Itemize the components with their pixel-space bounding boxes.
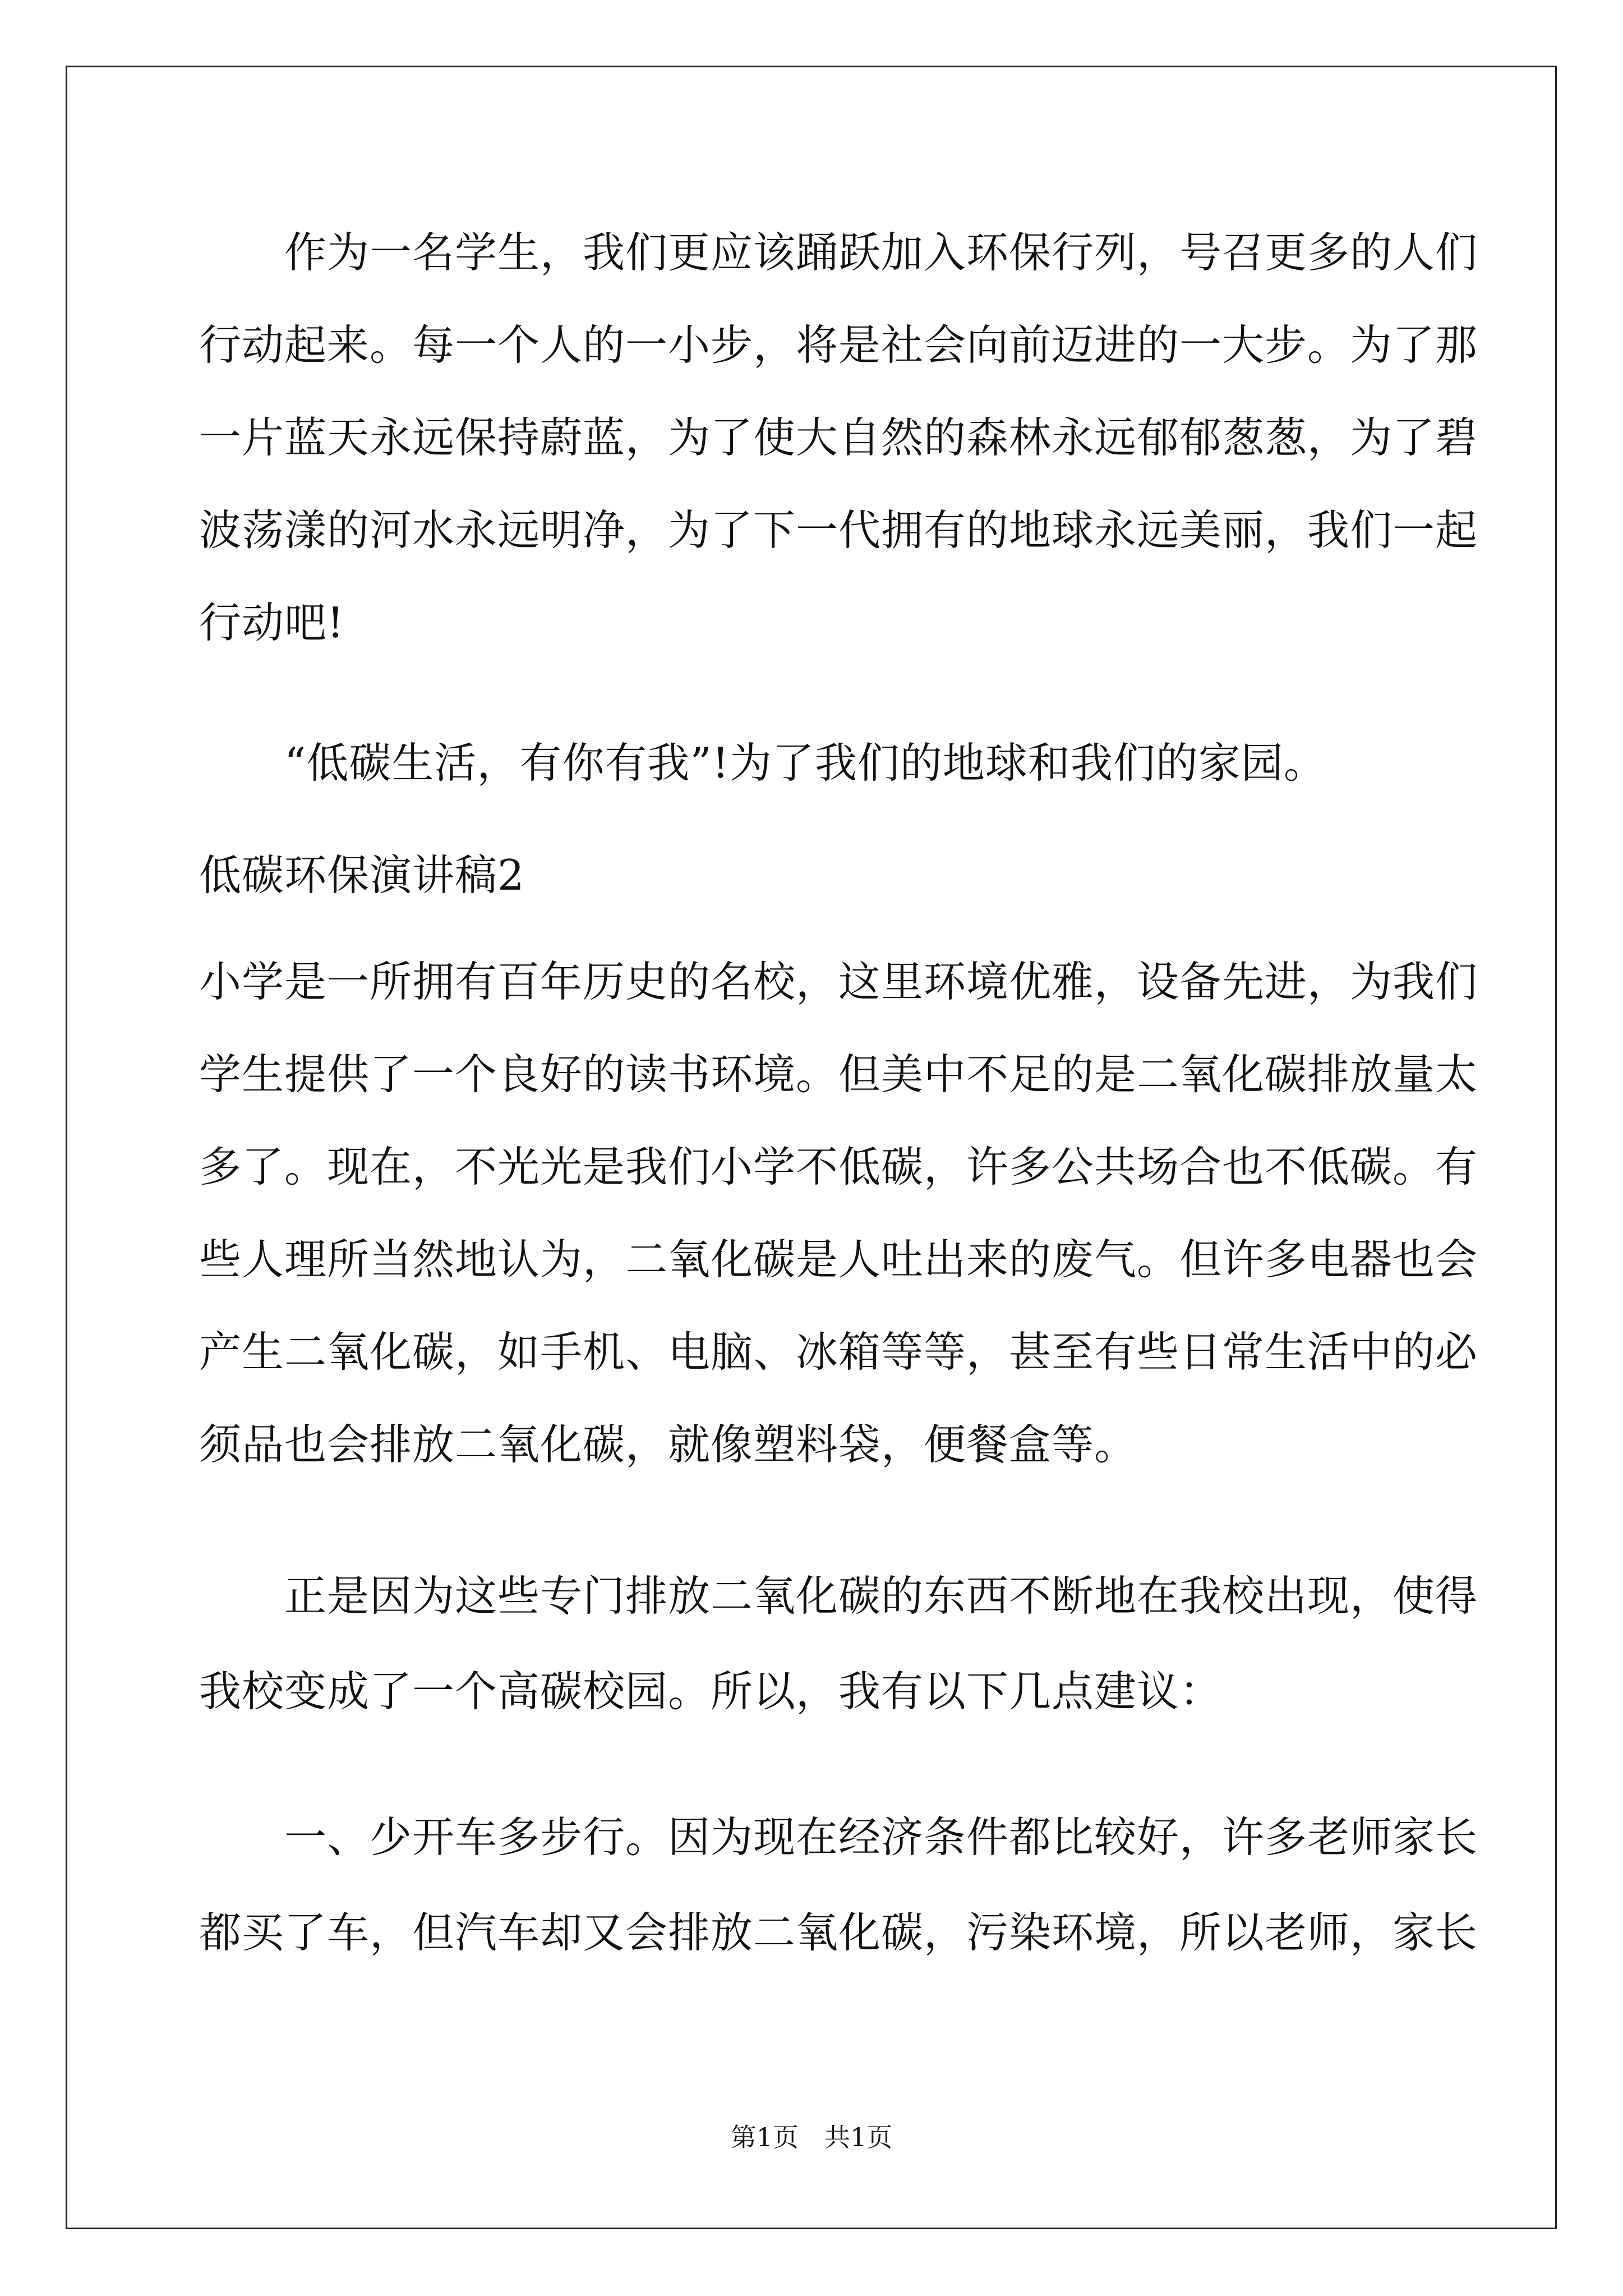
text-line: 行动吧! (199, 598, 345, 647)
text-line: 多了。现在，不光光是我们小学不低碳，许多公共场合也不低碳。有 (199, 1142, 1478, 1191)
text-line: 须品也会排放二氧化碳，就像塑料袋，便餐盒等。 (199, 1420, 1137, 1469)
text-line: 行动起来。每一个人的一小步，将是社会向前迈进的一大步。为了那 (199, 320, 1478, 370)
text-line: 都买了车，但汽车却又会排放二氧化碳，污染环境，所以老师，家长 (199, 1908, 1478, 1957)
text-line: 我校变成了一个高碳校园。所以，我有以下几点建议： (199, 1667, 1223, 1716)
section-heading: 低碳环保演讲稿2 (199, 850, 525, 900)
text-line: 一、少开车多步行。因为现在经济条件都比较好，许多老师家长 (199, 1812, 1478, 1862)
text-line: 小学是一所拥有百年历史的名校，这里环境优雅，设备先进，为我们 (199, 957, 1478, 1006)
text-line: “低碳生活，有你有我”!为了我们的地球和我们的家园。 (199, 738, 1326, 788)
text-line: 一片蓝天永远保持蔚蓝，为了使大自然的森林永远郁郁葱葱，为了碧 (199, 413, 1478, 462)
text-line: 波荡漾的河水永远明净，为了下一代拥有的地球永远美丽，我们一起 (199, 505, 1478, 555)
text-line: 学生提供了一个良好的读书环境。但美中不足的是二氧化碳排放量太 (199, 1050, 1478, 1099)
text-line: 产生二氧化碳，如手机、电脑、冰箱等等，甚至有些日常生活中的必 (199, 1327, 1478, 1377)
page-footer: 第1页 共1页 (730, 2122, 893, 2152)
text-line: 些人理所当然地认为，二氧化碳是人吐出来的废气。但许多电器也会 (199, 1235, 1478, 1284)
text-line: 正是因为这些专门排放二氧化碳的东西不断地在我校出现，使得 (199, 1571, 1478, 1621)
text-line: 作为一名学生，我们更应该踊跃加入环保行列，号召更多的人们 (199, 228, 1478, 277)
